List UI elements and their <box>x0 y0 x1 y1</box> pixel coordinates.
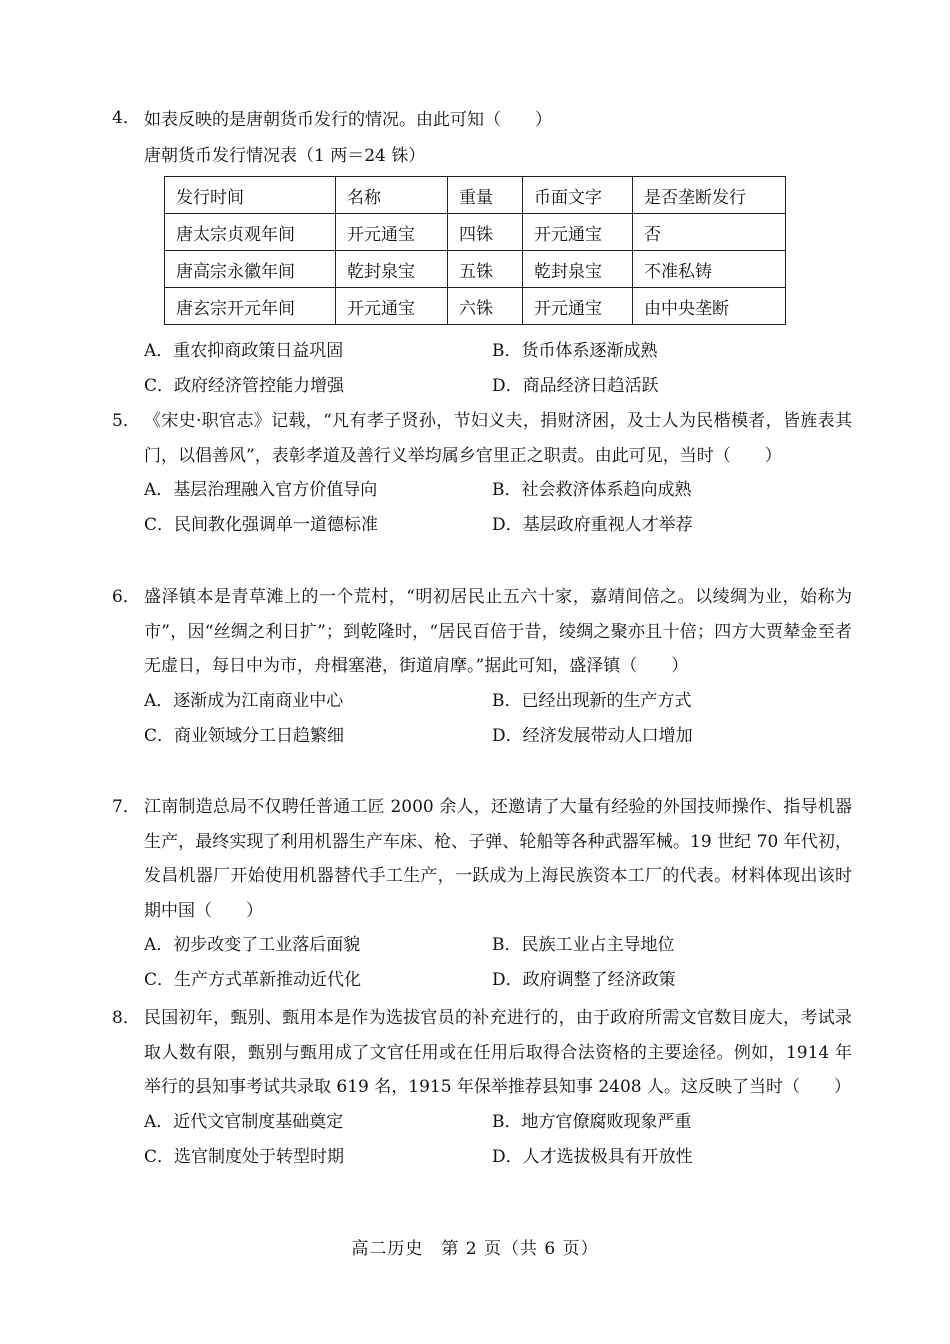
question-stem: 《宋史·职官志》记载，“凡有孝子贤孙，节妇义夫，捐财济困，及士人为民楷模者，皆旌表其门，以倡善风”，表彰孝道及善行义举均属乡官里正之职责。由此可见，当时（ ） <box>144 411 852 466</box>
question-stem: 如表反映的是唐朝货币发行的情况。由此可知（ ） <box>144 110 552 130</box>
table-cell: 不准私铸 <box>633 251 786 288</box>
table-cell: 唐玄宗开元年间 <box>165 288 336 325</box>
question-4-options <box>112 334 852 404</box>
table-header-cell: 名称 <box>336 177 448 214</box>
question-4 <box>112 103 852 138</box>
option-a[interactable]: A．逐渐成为江南商业中心 <box>144 690 344 711</box>
option-d[interactable]: D．政府调整了经济政策 <box>492 970 676 990</box>
question-8 <box>112 1001 852 1175</box>
table-cell: 乾封泉宝 <box>336 251 448 288</box>
table-cell: 开元通宝 <box>523 214 633 251</box>
option-a[interactable]: A．近代文官制度基础奠定 <box>144 1111 344 1132</box>
option-c[interactable]: C．商业领域分工日趋繁细 <box>144 725 345 746</box>
table-cell: 六铢 <box>448 288 523 325</box>
table-header-cell: 是否垄断发行 <box>633 177 786 214</box>
currency-table <box>164 176 786 325</box>
question-number: 6． <box>112 587 140 607</box>
question-number: 5． <box>112 411 140 431</box>
table-row <box>165 214 786 251</box>
table-cell: 开元通宝 <box>523 288 633 325</box>
option-c[interactable]: C．选官制度处于转型时期 <box>144 1146 345 1167</box>
question-number: 8． <box>112 1008 140 1028</box>
question-number: 7． <box>112 797 140 817</box>
option-d[interactable]: D．经济发展带动人口增加 <box>492 725 693 746</box>
option-b[interactable]: B．货币体系逐渐成熟 <box>492 341 658 361</box>
option-b[interactable]: B．民族工业占主导地位 <box>492 935 675 955</box>
question-6 <box>112 580 852 754</box>
table-cell: 由中央垄断 <box>633 288 786 325</box>
question-number: 4． <box>112 108 140 128</box>
option-d[interactable]: D．基层政府重视人才举荐 <box>492 515 693 535</box>
table-cell: 乾封泉宝 <box>523 251 633 288</box>
option-d[interactable]: D．人才选拔极具有开放性 <box>492 1146 693 1167</box>
page-footer: 高二历史 第 2 页（共 6 页） <box>351 1239 599 1259</box>
option-c[interactable]: C．民间教化强调单一道德标准 <box>144 515 379 535</box>
table-cell: 否 <box>633 214 786 251</box>
table-cell: 唐高宗永徽年间 <box>165 251 336 288</box>
table-caption: 唐朝货币发行情况表（1 两＝24 铢） <box>144 146 426 166</box>
option-c[interactable]: C．政府经济管控能力增强 <box>144 376 345 396</box>
table-cell: 开元通宝 <box>336 288 448 325</box>
question-stem: 江南制造总局不仅聘任普通工匠 2000 余人，还邀请了大量有经验的外国技师操作、指导机器生产，最终实现了利用机器生产车床、枪、子弹、轮船等各种武器军械。19 世纪 70 年代初，发昌机器厂开始使用机器替代手工生产，一跃成为上海民族资本工厂的代表。材料体现出该时期中国（ ） <box>144 797 852 921</box>
table-row <box>165 288 786 325</box>
table-header-cell: 币面文字 <box>523 177 633 214</box>
table-cell: 五铢 <box>448 251 523 288</box>
question-7 <box>112 790 852 998</box>
table-cell: 唐太宗贞观年间 <box>165 214 336 251</box>
table-header-cell: 重量 <box>448 177 523 214</box>
option-a[interactable]: A．基层治理融入官方价值导向 <box>144 480 378 500</box>
option-b[interactable]: B．社会救济体系趋向成熟 <box>492 480 692 500</box>
table-cell: 四铢 <box>448 214 523 251</box>
table-row <box>165 251 786 288</box>
table-header-cell: 发行时间 <box>165 177 336 214</box>
option-a[interactable]: A．重农抑商政策日益巩固 <box>144 341 344 361</box>
table-cell: 开元通宝 <box>336 214 448 251</box>
option-b[interactable]: B．已经出现新的生产方式 <box>492 690 692 711</box>
table-header-row <box>165 177 786 214</box>
option-a[interactable]: A．初步改变了工业落后面貌 <box>144 935 361 955</box>
option-c[interactable]: C．生产方式革新推动近代化 <box>144 970 362 990</box>
option-d[interactable]: D．商品经济日趋活跃 <box>492 376 659 396</box>
question-stem: 盛泽镇本是青草滩上的一个荒村，“明初居民止五六十家，嘉靖间倍之。以绫绸为业，始称为市”，因“丝绸之利日扩”；到乾隆时，“居民百倍于昔，绫绸之聚亦且十倍；四方大贾辇金至者无虚日，每日中为市，舟楫塞港，街道肩摩。”据此可知，盛泽镇（ ） <box>144 587 852 676</box>
question-stem: 民国初年，甄别、甄用本是作为选拔官员的补充进行的，由于政府所需文官数目庞大，考试录取人数有限，甄别与甄用成了文官任用或在任用后取得合法资格的主要途径。例如，1914 年举行的县知事考试共录取 619 名，1915 年保举推荐县知事 2408 人。这反映了当时（ ） <box>144 1008 852 1097</box>
question-5 <box>112 404 852 543</box>
option-b[interactable]: B．地方官僚腐败现象严重 <box>492 1111 692 1132</box>
